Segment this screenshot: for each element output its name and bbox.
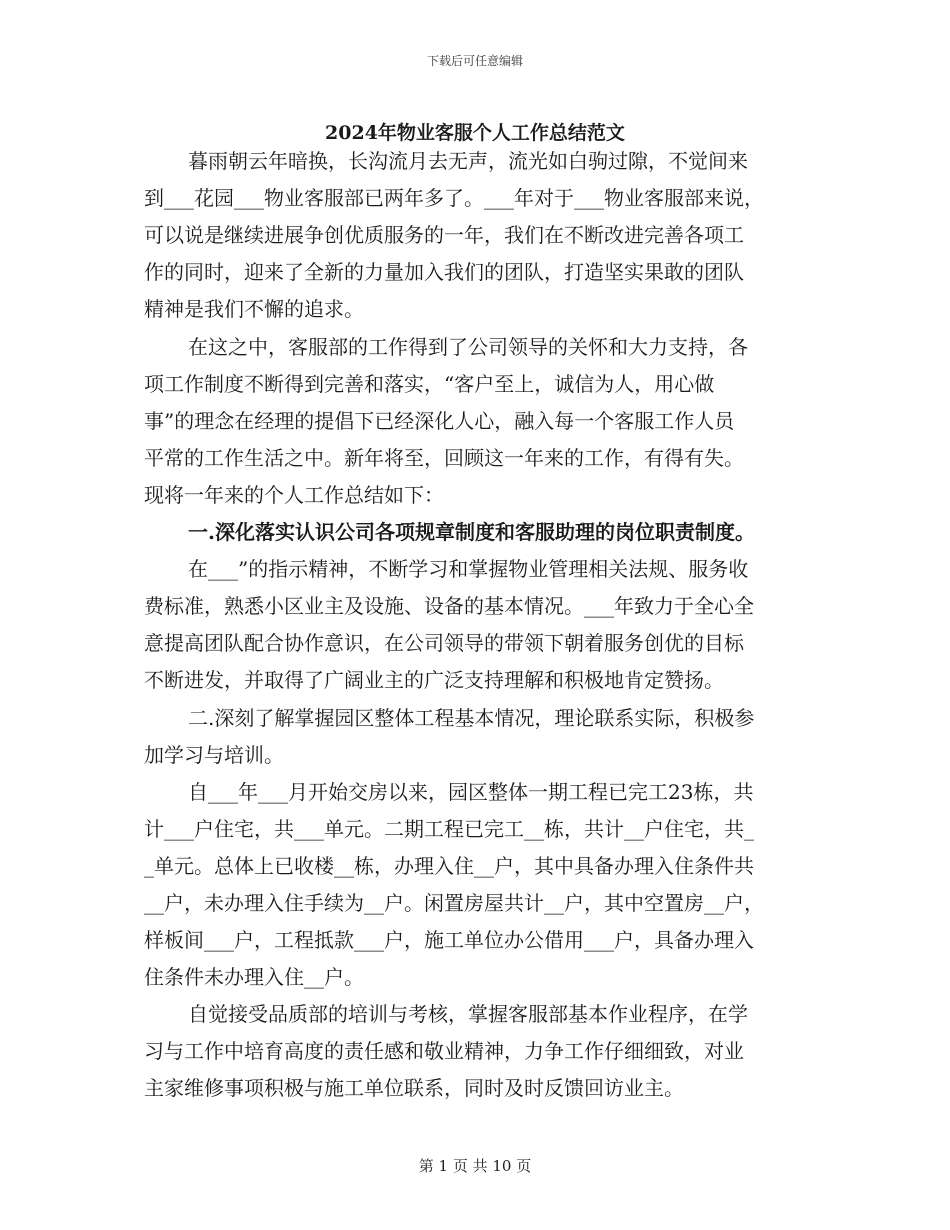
section-heading-2: 二.深刻了解掌握园区整体工程基本情况，理论联系实际，积极参 <box>188 706 755 730</box>
body-line: 自___年___月开始交房以来，园区整体一期工程已完工23栋，共 <box>188 780 754 804</box>
body-line: 意提高团队配合协作意识，在公司领导的带领下朝着服务创优的目标 <box>144 631 744 655</box>
body-line: 现将一年来的个人工作总结如下： <box>144 483 444 507</box>
body-line: 加学习与培训。 <box>144 743 284 767</box>
section-heading-1: 一.深化落实认识公司各项规章制度和客服助理的岗位职责制度。 <box>188 520 755 544</box>
body-line: 在___”的指示精神，不断学习和掌握物业管理相关法规、服务收 <box>188 557 749 581</box>
body-line: 主家维修事项积极与施工单位联系，同时及时反馈回访业主。 <box>144 1076 684 1100</box>
body-line: 住条件未办理入住__户。 <box>144 965 364 989</box>
body-line: 平常的工作生活之中。新年将至，回顾这一年来的工作，有得有失。 <box>144 446 744 470</box>
body-line: 作的同时，迎来了全新的力量加入我们的团队，打造坚实果敢的团队 <box>144 260 744 284</box>
body-line: 精神是我们不懈的追求。 <box>144 297 364 321</box>
body-line: 项工作制度不断得到完善和落实，“客户至上，诚信为人，用心做 <box>144 372 715 396</box>
body-line: _单元。总体上已收楼__栋，办理入住__户，其中具备办理入住条件共 <box>144 854 754 878</box>
header-note: 下载后可任意编辑 <box>426 54 523 68</box>
body-line: 习与工作中培育高度的责任感和敬业精神，力争工作仔细细致，对业 <box>144 1039 744 1063</box>
body-line: 样板间___户，工程抵款___户，施工单位办公借用___户，具备办理入 <box>144 928 754 952</box>
body-line: 在这之中，客服部的工作得到了公司领导的关怀和大力支持，各 <box>188 335 748 359</box>
body-line: 计___户住宅，共___单元。二期工程已完工__栋，共计__户住宅，共_ <box>144 817 754 841</box>
body-line: 暮雨朝云年暗换，长沟流月去无声，流光如白驹过隙，不觉间来 <box>188 149 748 173</box>
body-line: 自觉接受品质部的培训与考核，掌握客服部基本作业程序，在学 <box>188 1002 748 1026</box>
body-line: 不断进发，并取得了广阔业主的广泛支持理解和积极地肯定赞扬。 <box>144 668 724 692</box>
body-line: 可以说是继续进展争创优质服务的一年，我们在不断改进完善各项工 <box>144 223 744 247</box>
body-line: 到___花园___物业客服部已两年多了。___年对于___物业客服部来说， <box>144 186 764 210</box>
page-footer: 第 1 页 共 10 页 <box>418 1157 532 1175</box>
document-title: 2024年物业客服个人工作总结范文 <box>325 122 625 144</box>
body-line: 事”的理念在经理的提倡下已经深化人心，融入每一个客服工作人员 <box>144 409 735 433</box>
body-line: 费标准，熟悉小区业主及设施、设备的基本情况。___年致力于全心全 <box>144 594 754 618</box>
body-line: __户，未办理入住手续为__户。闲置房屋共计__户，其中空置房__户， <box>144 891 764 915</box>
